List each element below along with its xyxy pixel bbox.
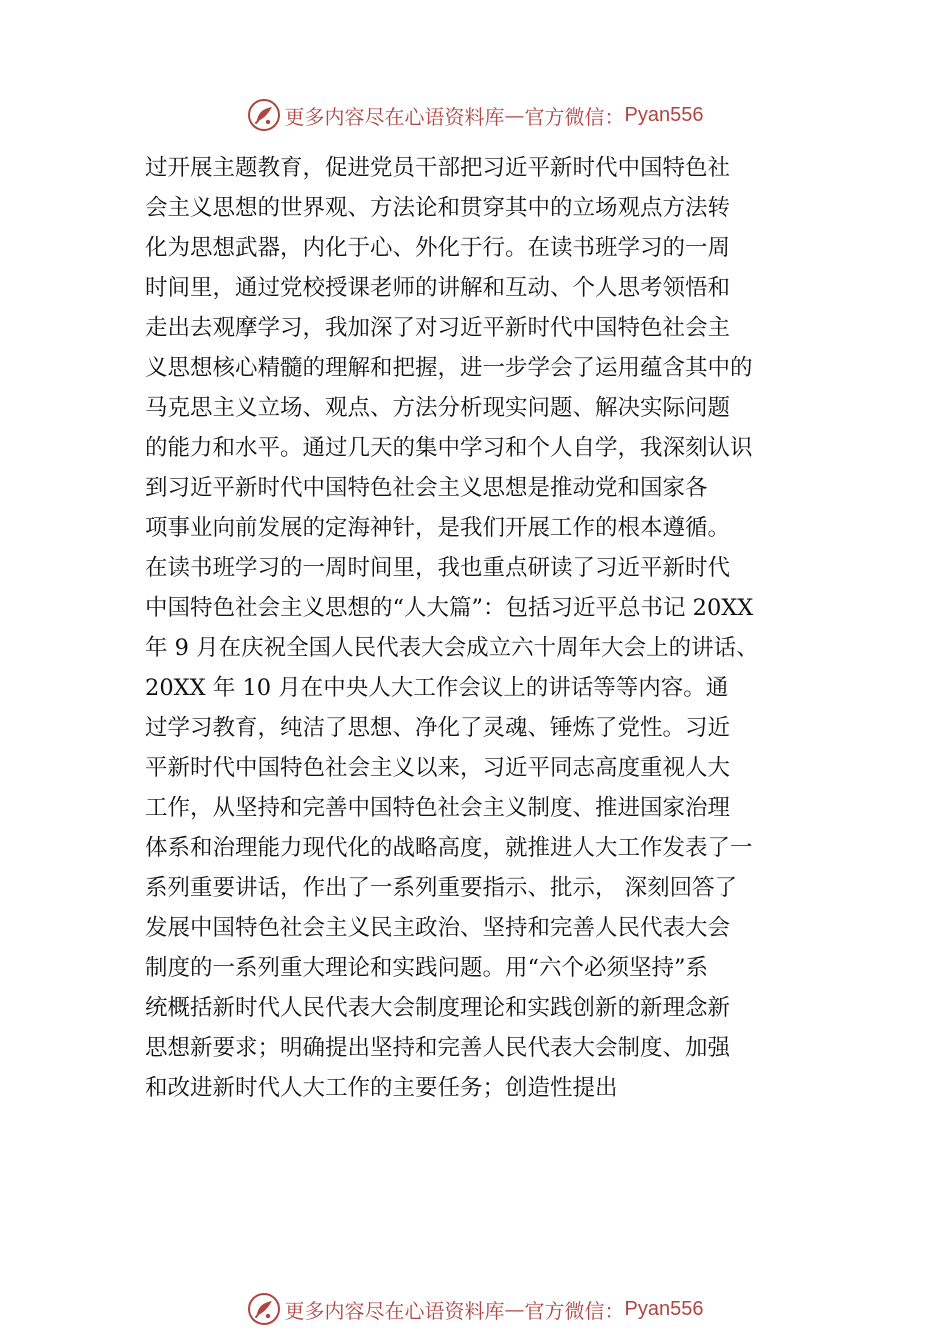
pen-heart-logo-icon xyxy=(247,98,281,132)
text-line: 体系和治理能力现代化的战略高度，就推进人大工作发表了一 xyxy=(145,835,753,861)
header-separator: — xyxy=(504,103,525,127)
text-line: 平新时代中国特色社会主义以来，习近平同志高度重视人大 xyxy=(145,755,731,781)
text-line: 工作，从坚持和完善中国特色社会主义制度、推进国家治理 xyxy=(145,795,731,821)
header-banner xyxy=(0,95,950,135)
text-line: 化为思想武器，内化于心、外化于行。在读书班学习的一周 xyxy=(145,235,731,261)
text-line: 过开展主题教育，促进党员干部把习近平新时代中国特色社 xyxy=(145,155,731,181)
text-line: 和改进新时代人大工作的主要任务；创造性提出 xyxy=(145,1075,618,1101)
footer-brand: 更多内容尽在心语资料库 xyxy=(284,1298,505,1323)
text-line: 会主义思想的世界观、方法论和贯穿其中的立场观点方法转 xyxy=(145,195,731,221)
pen-heart-logo-icon xyxy=(247,1292,281,1326)
text-line: 到习近平新时代中国特色社会主义思想是推动党和国家各 xyxy=(145,475,708,501)
text-line: 中国特色社会主义思想的“人大篇”：包括习近平总书记 20XX xyxy=(145,595,754,621)
text-line: 马克思主义立场、观点、方法分析现实问题、解决实际问题 xyxy=(145,395,731,421)
header-wechat-label: 官方微信： xyxy=(524,104,625,129)
header-brand: 更多内容尽在心语资料库 xyxy=(284,104,505,129)
header-wechat-id: Pyan556 xyxy=(624,103,704,126)
text-line: 义思想核心精髓的理解和把握，进一步学会了运用蕴含其中的 xyxy=(145,355,753,381)
footer-wechat-id: Pyan556 xyxy=(624,1297,704,1320)
text-line: 时间里，通过党校授课老师的讲解和互动、个人思考领悟和 xyxy=(145,275,731,301)
footer-banner xyxy=(0,1289,950,1329)
text-line: 制度的一系列重大理论和实践问题。用“六个必须坚持”系 xyxy=(145,955,709,981)
text-line: 20XX 年 10 月在中央人大工作会议上的讲话等等内容。通 xyxy=(145,675,729,701)
text-line: 走出去观摩学习，我加深了对习近平新时代中国特色社会主 xyxy=(145,315,731,341)
text-line: 在读书班学习的一周时间里，我也重点研读了习近平新时代 xyxy=(145,555,731,581)
text-line: 年 9 月在庆祝全国人民代表大会成立六十周年大会上的讲话、 xyxy=(145,635,759,661)
text-line: 项事业向前发展的定海神针，是我们开展工作的根本遵循。 xyxy=(145,515,731,541)
text-line: 思想新要求；明确提出坚持和完善人民代表大会制度、加强 xyxy=(145,1035,731,1061)
footer-wechat-label: 官方微信： xyxy=(524,1298,625,1323)
text-line: 统概括新时代人民代表大会制度理论和实践创新的新理念新 xyxy=(145,995,731,1021)
text-line: 系列重要讲话，作出了一系列重要指示、批示， 深刻回答了 xyxy=(145,875,738,901)
text-line: 过学习教育，纯洁了思想、净化了灵魂、锤炼了党性。习近 xyxy=(145,715,731,741)
footer-separator: — xyxy=(504,1297,525,1321)
document-body xyxy=(145,148,835,1108)
text-line: 发展中国特色社会主义民主政治、坚持和完善人民代表大会 xyxy=(145,915,731,941)
text-line: 的能力和水平。通过几天的集中学习和个人自学，我深刻认识 xyxy=(145,435,753,461)
